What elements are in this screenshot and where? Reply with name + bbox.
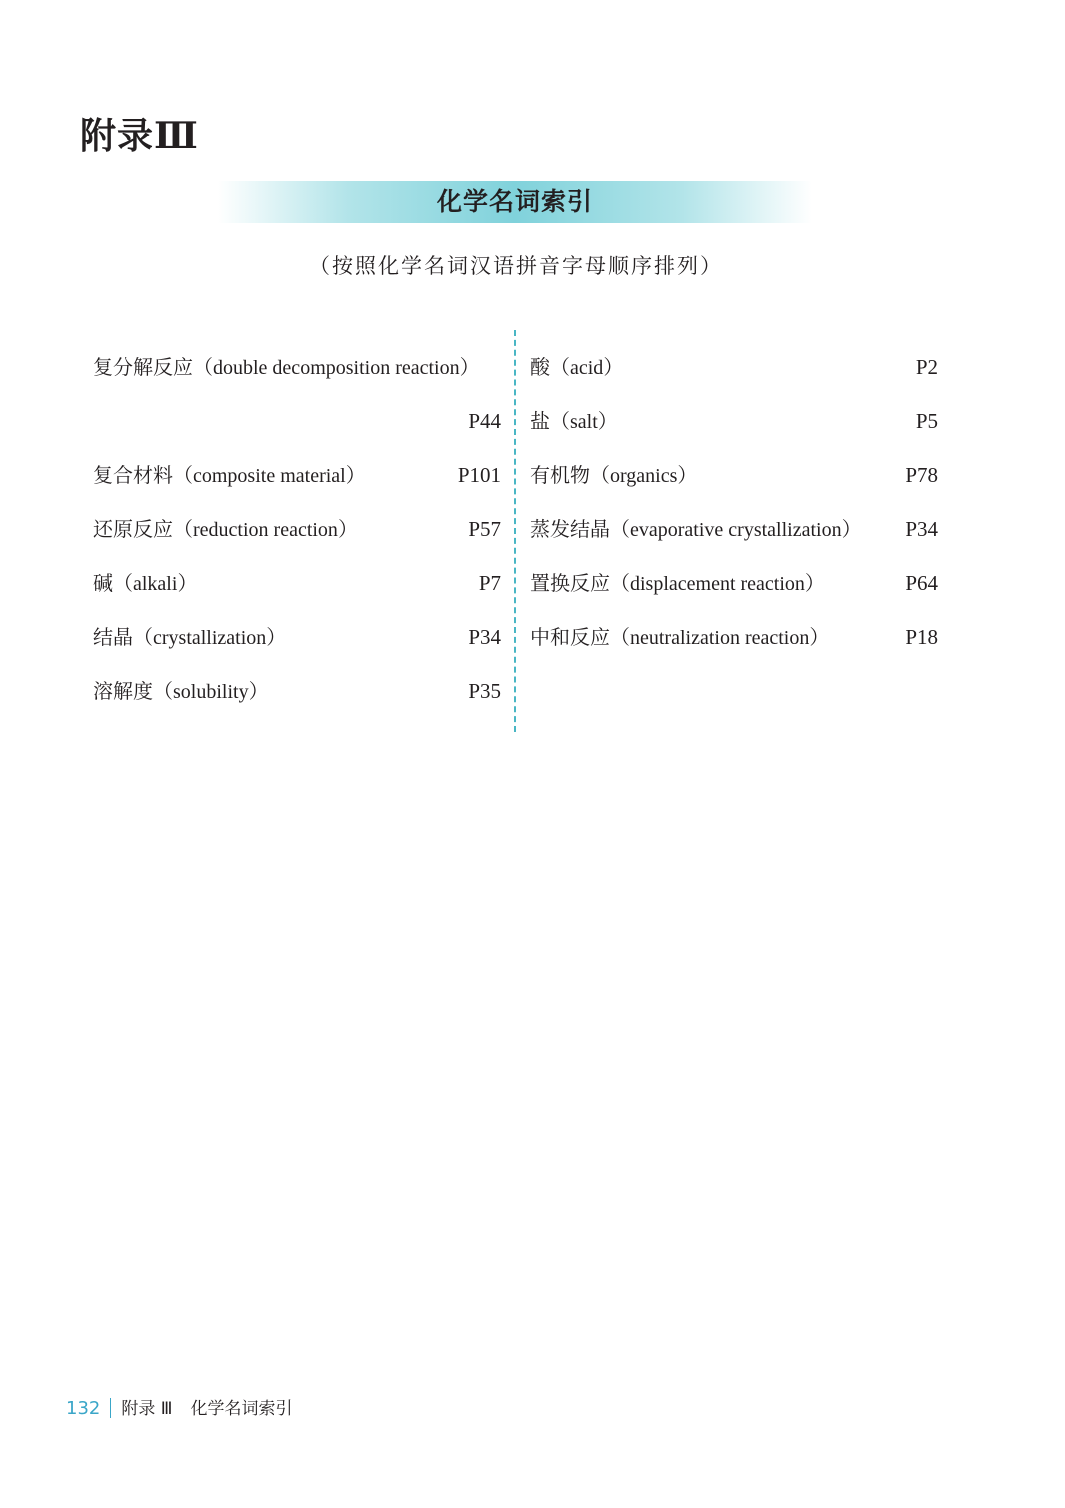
entry-chinese: 置换反应（ — [530, 571, 630, 595]
entry-close-paren: ） — [841, 517, 862, 541]
entry-term — [530, 610, 829, 665]
entry-page: P7 — [478, 571, 501, 595]
entry-chinese: 结晶（ — [93, 625, 153, 649]
index-entry — [530, 394, 938, 448]
entry-chinese: 溶解度（ — [93, 679, 173, 703]
index-entry — [93, 502, 501, 556]
entry-close-paren: ） — [597, 409, 618, 433]
index-entry — [530, 340, 938, 394]
entry-chinese: 酸（ — [530, 355, 570, 379]
index-entry — [530, 610, 938, 664]
entry-page: P57 — [468, 517, 501, 541]
entry-page: P2 — [915, 355, 938, 379]
index-entry — [93, 448, 501, 502]
entry-term — [530, 340, 623, 395]
index-entry — [93, 340, 501, 394]
index-entry — [93, 664, 501, 718]
entry-close-paren: ） — [459, 355, 480, 379]
entry-english: salt — [570, 411, 598, 433]
index-entry — [93, 610, 501, 664]
entry-page: P64 — [905, 571, 938, 595]
entry-chinese: 中和反应（ — [530, 625, 630, 649]
right-index-column — [530, 340, 938, 664]
entry-chinese: 复合材料（ — [93, 463, 193, 487]
entry-english: solubility — [173, 681, 249, 703]
footer-separator — [110, 1398, 111, 1418]
entry-english: displacement reaction — [630, 573, 805, 595]
entry-page: P35 — [468, 679, 501, 703]
entry-english: acid — [570, 357, 604, 379]
appendix-heading: 附录Ⅲ — [80, 115, 199, 157]
entry-term — [93, 340, 480, 395]
page-footer — [66, 1394, 292, 1419]
entry-english: crystallization — [153, 627, 267, 649]
footer-section: 附录 Ⅲ — [121, 1399, 173, 1419]
entry-english: double decomposition reaction — [213, 357, 460, 379]
entry-chinese: 碱（ — [93, 571, 133, 595]
entry-term — [93, 610, 286, 665]
entry-page: P44 — [468, 409, 501, 433]
index-entry — [530, 556, 938, 610]
column-divider — [514, 330, 516, 732]
entry-term — [93, 502, 358, 557]
index-entry — [93, 394, 501, 448]
entry-close-paren: ） — [677, 463, 698, 487]
index-banner — [218, 181, 812, 223]
entry-close-paren: ） — [248, 679, 269, 703]
entry-page: P34 — [468, 625, 501, 649]
entry-english: composite material — [193, 465, 346, 487]
entry-page: P78 — [905, 463, 938, 487]
entry-chinese: 还原反应（ — [93, 517, 193, 541]
entry-page: P34 — [905, 517, 938, 541]
entry-english: neutralization reaction — [630, 627, 810, 649]
entry-close-paren: ） — [177, 571, 198, 595]
entry-close-paren: ） — [804, 571, 825, 595]
index-subtitle: （按照化学名词汉语拼音字母顺序排列） — [309, 254, 723, 278]
entry-english: organics — [610, 465, 678, 487]
entry-close-paren: ） — [345, 463, 366, 487]
banner-title: 化学名词索引 — [436, 187, 593, 216]
entry-close-paren: ） — [809, 625, 830, 649]
entry-term — [530, 502, 862, 557]
footer-title: 化学名词索引 — [190, 1399, 293, 1419]
left-index-column — [93, 340, 501, 718]
entry-term — [530, 394, 618, 449]
footer-page-number: 132 — [66, 1398, 101, 1419]
entry-term — [93, 448, 366, 503]
index-entry — [530, 448, 938, 502]
entry-english: alkali — [133, 573, 178, 595]
entry-term — [530, 556, 825, 611]
entry-close-paren: ） — [603, 355, 624, 379]
entry-page: P5 — [915, 409, 938, 433]
entry-close-paren: ） — [337, 517, 358, 541]
entry-chinese: 盐（ — [530, 409, 570, 433]
entry-english: reduction reaction — [193, 519, 338, 541]
entry-chinese: 复分解反应（ — [93, 355, 213, 379]
entry-page: P101 — [457, 463, 501, 487]
entry-chinese: 蒸发结晶（ — [530, 517, 630, 541]
entry-term — [530, 448, 697, 503]
entry-page: P18 — [905, 625, 938, 649]
entry-chinese: 有机物（ — [530, 463, 610, 487]
index-entry — [93, 556, 501, 610]
entry-term — [93, 664, 269, 719]
entry-term — [93, 556, 197, 611]
index-entry — [530, 502, 938, 556]
entry-close-paren: ） — [266, 625, 287, 649]
entry-english: evaporative crystallization — [630, 519, 842, 541]
